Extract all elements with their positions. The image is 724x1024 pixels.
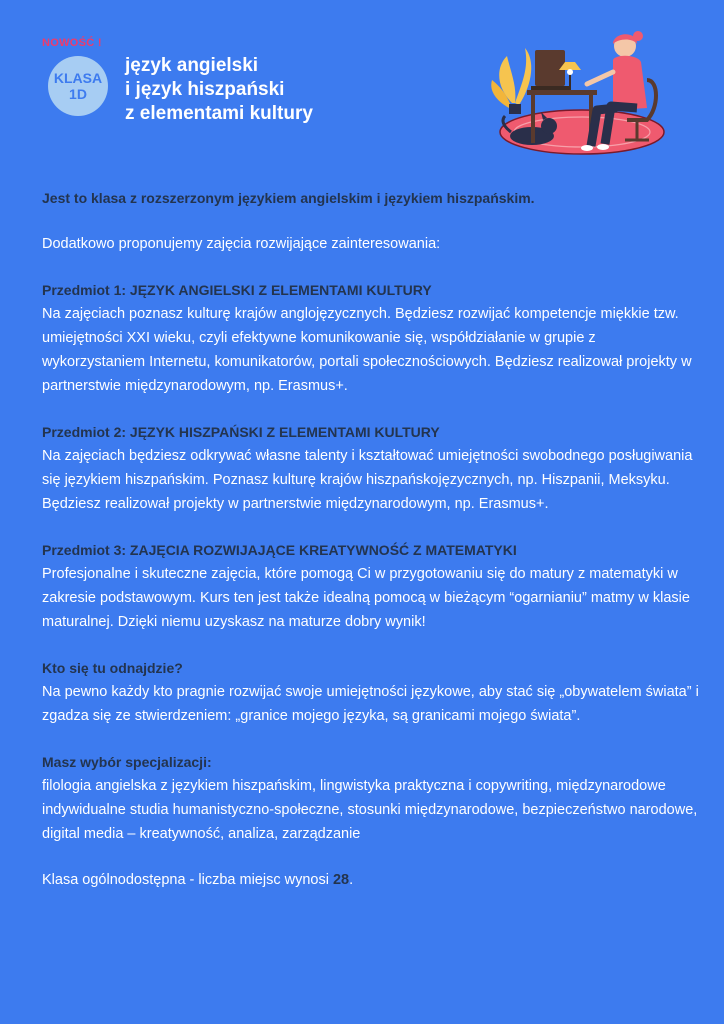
title-line-2: i język hiszpański <box>125 79 285 100</box>
section-heading: Przedmiot 2: JĘZYK HISZPAŃSKI Z ELEMENTAMI KULTURY <box>42 424 440 440</box>
content <box>42 186 702 892</box>
section-text: Profesjonalne i skuteczne zajęcia, które pomogą Ci w przygotowaniu się do matury z matematyki w zakresie podstawowym. Kurs ten jest także idealną pomocą w bieżącym “ogarnianiu” matmy w klasie maturalnej. Dzięki niemu uzyskasz na maturze dobry wynik! <box>42 566 690 630</box>
page-title <box>125 54 313 126</box>
section-text: filologia angielska z językiem hiszpańskim, lingwistyka praktyczna i copywriting, międzynarodowe indywidualne studia humanistyczno-społeczne, stosunki międzynarodowe, bezpieczeństwo narodowe, digital media – kreatywność, analiza, zarządzanie <box>42 778 698 842</box>
student-at-desk-illustration <box>487 28 687 158</box>
footer-text: Klasa ogólnodostępna - liczba miejsc wynosi <box>42 872 333 888</box>
section-specializations <box>42 750 702 846</box>
footer-end: . <box>349 872 354 888</box>
title-line-1: język angielski <box>125 55 259 76</box>
section-subject-3 <box>42 538 702 634</box>
extra-text: Dodatkowo proponujemy zajęcia rozwijające zainteresowania: <box>42 236 441 252</box>
section-text: Na zajęciach będziesz odkrywać własne talenty i kształtować umiejętności swobodnego posługiwania się językiem hiszpańskim. Poznasz kulturę krajów hiszpańskojęzycznych, np. Hiszpanii, Meksyku. Będziesz realizował projekty w partnerstwie międzynarodowym, np. Erasmus+. <box>42 448 693 512</box>
section-heading: Przedmiot 1: JĘZYK ANGIELSKI Z ELEMENTAMI KULTURY <box>42 282 432 298</box>
class-badge <box>48 56 108 116</box>
section-heading: Kto się tu odnajdzie? <box>42 660 183 676</box>
section-subject-1 <box>42 278 702 398</box>
section-who <box>42 656 702 728</box>
section-heading: Przedmiot 3: ZAJĘCIA ROZWIJAJĄCE KREATYWNOŚĆ Z MATEMATYKI <box>42 542 517 558</box>
badge-line-1: KLASA <box>53 70 103 86</box>
seat-count: 28 <box>332 872 350 888</box>
intro-text: Jest to klasa z rozszerzonym językiem angielskim i językiem hiszpańskim. <box>42 190 535 206</box>
section-subject-2 <box>42 420 702 516</box>
section-text: Na zajęciach poznasz kulturę krajów anglojęzycznych. Będziesz rozwijać kompetencje miękkie tzw. umiejętności XXI wieku, czyli efektywne komunikowanie się, współdziałanie w grupie z wykorzystaniem Internetu, komunikatorów, portali społecznościowych. Będziesz realizował projekty w partnerstwie międzynarodowym, np. Erasmus+. <box>42 306 692 394</box>
footer-note <box>42 868 702 892</box>
new-label: NOWOŚĆ ! <box>42 37 102 49</box>
section-heading: Masz wybór specjalizacji: <box>42 754 212 770</box>
title-line-3: z elementami kultury <box>125 103 313 124</box>
section-text: Na pewno każdy kto pragnie rozwijać swoje umiejętności językowe, aby stać się „obywatelem świata” i zgadza się ze stwierdzeniem: „granice mojego języka, są granicami mojego świata”. <box>42 684 699 724</box>
badge-line-2: 1D <box>69 86 87 102</box>
